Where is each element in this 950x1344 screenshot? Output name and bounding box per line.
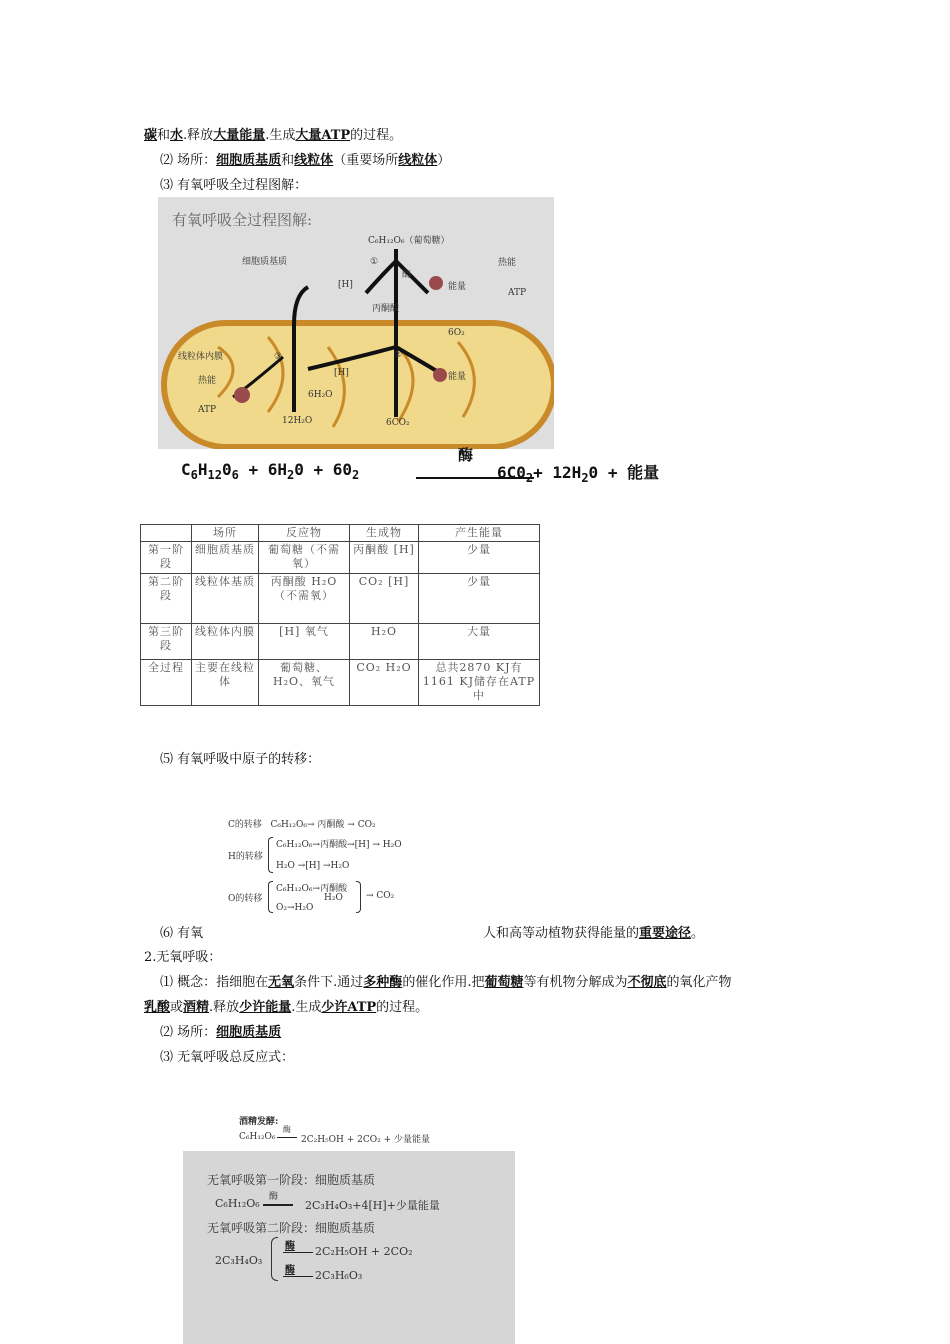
table-cell: [H] 氧气 [259, 624, 350, 660]
label-enzyme: 酶 [402, 270, 412, 280]
anaerobic-place-line [160, 1024, 281, 1042]
label-mito-membrane: 线粒体内膜 [178, 352, 224, 362]
label-atp: ATP [508, 288, 527, 298]
term-little-atp: 少许ATP [321, 1000, 377, 1015]
label-place: ⑵ 场所： [160, 153, 217, 168]
atp-star-2 [433, 368, 447, 382]
c-transfer-label: C的转移 [228, 820, 262, 830]
equation-left [181, 460, 359, 482]
eq-energy: 0 + 能量 [588, 463, 660, 482]
stage1-title: 无氧呼吸第一阶段：细胞质基质 [207, 1173, 376, 1187]
alcohol-fermentation-figure [239, 1114, 439, 1150]
text-process: 的过程。 [350, 128, 403, 143]
table-cell: 葡萄糖、H₂O、氧气 [259, 660, 350, 706]
mitochondrion-shape [164, 323, 554, 447]
table-cell: CO₂ [H] [350, 574, 419, 624]
label-co2: 6CO₂ [386, 418, 410, 428]
label-energy: 能量 [448, 282, 467, 292]
section-6-end [483, 925, 704, 943]
stage2-brace [271, 1237, 278, 1281]
c-transfer-row [228, 817, 376, 830]
table-header-cell: 生成物 [350, 525, 419, 542]
text-main-place: （重要场所 [333, 153, 399, 168]
concept-text: 或 [170, 1000, 184, 1015]
h-brace [268, 837, 273, 873]
stage1-left: C₆H₁₂O₆ [215, 1197, 260, 1210]
term-mitochondria-2: 线粒体 [398, 153, 438, 168]
text-and-2: 和 [281, 153, 295, 168]
label-o2: 6O₂ [448, 328, 465, 338]
eq-plus-h2o: + 6H [238, 460, 288, 479]
label-glucose: C₆H₁₂O₆（葡萄糖） [368, 236, 450, 246]
text-and: 和 [157, 128, 171, 143]
term-many-enzymes: 多种酶 [363, 975, 403, 990]
table-row [141, 574, 540, 624]
o-transfer-path-2: O₂→H₂O [276, 903, 314, 913]
concept-text: 的催化作用.把 [402, 975, 485, 990]
table-header-row [141, 525, 540, 542]
anaerobic-heading: 2.无氧呼吸： [144, 950, 222, 965]
concept-text: .释放 [209, 1000, 240, 1015]
concept-text: 条件下.通过 [294, 975, 364, 990]
eq-2d: 2 [581, 471, 589, 486]
text-generate: .生成 [265, 128, 296, 143]
alcohol-right: 2C₂H₅OH + 2CO₂ + 少量能量 [301, 1135, 431, 1145]
label-h: [H] [338, 280, 353, 290]
eq-o: 0 [221, 460, 232, 479]
label-cytoplasm: 细胞质基质 [242, 257, 288, 267]
table-cell: 第一阶段 [141, 542, 192, 574]
label-step1: ① [370, 257, 379, 267]
eq-c: C [181, 460, 191, 479]
concept-text: 的过程。 [376, 1000, 429, 1015]
eq-plus-12h2o: + 12H [533, 463, 582, 482]
term-mitochondria: 线粒体 [294, 153, 334, 168]
o-transfer-result: → CO₂ [366, 891, 395, 901]
label-atp-2: ATP [198, 405, 217, 415]
stage1-right: 2C₃H₄O₃+4[H]+少量能量 [305, 1199, 440, 1212]
anaerobic-concept-line-1 [160, 974, 732, 992]
table-header-cell: 反应物 [259, 525, 350, 542]
eq-2c: 2 [525, 471, 534, 486]
label-step2: ② [394, 350, 403, 360]
text-line-1 [144, 127, 402, 145]
eq-2: 2 [287, 468, 295, 483]
atp-star-3 [234, 387, 250, 403]
concept-text: ⑴ 概念：指细胞在 [160, 975, 269, 990]
table-cell: H₂O [350, 624, 419, 660]
term-cytoplasm-2: 细胞质基质 [216, 1025, 282, 1040]
term-alcohol: 酒精 [183, 1000, 210, 1015]
h-transfer-path-2: H₂O →[H] →H₂O [276, 861, 350, 871]
section-5-heading: ⑸ 有氧呼吸中原子的转移： [160, 752, 321, 767]
concept-text: .生成 [291, 1000, 322, 1015]
table-header-cell [141, 525, 192, 542]
eq-h: H [197, 460, 208, 479]
section-6-start: ⑹ 有氧 [160, 926, 204, 941]
stage1-enzyme: 酶 [269, 1192, 279, 1202]
stage2-product-a: 2C₂H₅OH + 2CO₂ [315, 1245, 413, 1258]
h-transfer-path-1: C₆H₁₂O₆→丙酮酸→[H] → H₂O [276, 840, 402, 850]
term-cytoplasm: 细胞质基质 [216, 153, 282, 168]
table-cell: 全过程 [141, 660, 192, 706]
term-glucose: 葡萄糖 [484, 975, 524, 990]
section-6-period: 。 [691, 926, 705, 941]
eq-6: 6 [190, 468, 198, 483]
alcohol-left: C₆H₁₂O₆ [239, 1132, 276, 1142]
term-much-atp: 大量ATP [295, 128, 351, 143]
stage2-arrow-b [283, 1276, 313, 1277]
h-transfer-label: H的转移 [228, 852, 263, 862]
stages-table [140, 524, 540, 706]
table-row [141, 542, 540, 574]
label-energy-2: 能量 [448, 372, 467, 382]
label-step3: ③ [274, 352, 283, 362]
term-important-way: 重要途径 [639, 926, 692, 941]
concept-text: 等有机物分解成为 [523, 975, 628, 990]
equation-enzyme: 酶 [458, 446, 474, 464]
term-incomplete: 不彻底 [627, 975, 667, 990]
table-cell: 丙酮酸 H₂O（不需氧） [259, 574, 350, 624]
term-carbon: 碳 [144, 128, 158, 143]
atom-transfer-figure [228, 817, 468, 917]
eq-2b: 2 [352, 468, 360, 483]
c-transfer-path: C₆H₁₂O₆→ 丙酮酸 → CO₂ [270, 820, 376, 830]
table-cell: 线粒体基质 [192, 574, 259, 624]
text-line-3: ⑶ 有氧呼吸全过程图解： [160, 178, 308, 193]
o-transfer-label: O的转移 [228, 894, 263, 904]
table-cell: 少量 [419, 542, 540, 574]
alcohol-arrow [277, 1137, 297, 1138]
term-lactic-acid: 乳酸 [144, 1000, 171, 1015]
stage2-arrow-a [283, 1252, 313, 1253]
text-release: .释放 [183, 128, 214, 143]
table-row [141, 624, 540, 660]
table-cell: 葡萄糖（不需氧） [259, 542, 350, 574]
stage2-left: 2C₃H₄O₃ [215, 1254, 263, 1267]
table-cell: 主要在线粒体 [192, 660, 259, 706]
anaerobic-formula-title: ⑶ 无氧呼吸总反应式： [160, 1050, 295, 1065]
eq-12: 12 [207, 468, 222, 483]
eq-plus-o2: 0 + 60 [294, 460, 353, 479]
table-header-cell: 场所 [192, 525, 259, 542]
eq-6b: 6 [231, 468, 239, 483]
o-brace [268, 881, 273, 913]
label-place-2: ⑵ 场所： [160, 1025, 217, 1040]
stage2-title: 无氧呼吸第二阶段：细胞质基质 [207, 1221, 376, 1235]
label-heat: 热能 [498, 258, 517, 268]
text-close-paren: ） [437, 153, 451, 168]
o-transfer-path-1b: H₂O [324, 893, 343, 903]
alcohol-enzyme: 酶 [283, 1125, 291, 1134]
term-water: 水 [170, 128, 184, 143]
anaerobic-concept-line-2 [144, 999, 428, 1017]
label-pyruvate: 丙酮酸 [372, 304, 400, 314]
stage2-product-b: 2C₃H₆O₃ [315, 1269, 363, 1282]
atp-star-1 [429, 276, 443, 290]
table-cell: 少量 [419, 574, 540, 624]
text-line-2 [160, 152, 450, 170]
section-6-text: 人和高等动植物获得能量的 [483, 926, 640, 941]
label-h-2: [H] [334, 368, 349, 378]
term-much-energy: 大量能量 [213, 128, 266, 143]
stage2-enzyme-a: 酶 [285, 1241, 295, 1252]
table-header-cell: 产生能量 [419, 525, 540, 542]
concept-text: 的氧化产物 [666, 975, 732, 990]
diagram-title: 有氧呼吸全过程图解: [172, 211, 313, 229]
table-cell: 大量 [419, 624, 540, 660]
label-heat-2: 热能 [198, 376, 217, 386]
table-cell: 第三阶段 [141, 624, 192, 660]
stage2-enzyme-b: 酶 [285, 1265, 295, 1276]
o-brace-right [356, 881, 361, 913]
o-transfer-path-1: C₆H₁₂O₆→丙酮酸 [276, 884, 348, 894]
table-row [141, 660, 540, 706]
term-no-oxygen: 无氧 [268, 975, 295, 990]
stage1-arrow [263, 1204, 293, 1206]
table-cell: 第二阶段 [141, 574, 192, 624]
label-h2o-in: 6H₂O [308, 390, 333, 400]
term-little-energy: 少许能量 [239, 1000, 292, 1015]
anaerobic-stages-box [183, 1151, 515, 1344]
label-h2o-out: 12H₂O [282, 416, 313, 426]
table-cell: 丙酮酸 [H] [350, 542, 419, 574]
alcohol-title: 酒精发酵: [239, 1117, 279, 1127]
eq-co2: 6C0 [497, 463, 526, 482]
table-cell: CO₂ H₂O [350, 660, 419, 706]
table-cell: 总共2870 KJ有1161 KJ储存在ATP中 [419, 660, 540, 706]
table-cell: 细胞质基质 [192, 542, 259, 574]
equation-right [497, 460, 659, 485]
aerobic-diagram [158, 197, 554, 449]
table-cell: 线粒体内膜 [192, 624, 259, 660]
